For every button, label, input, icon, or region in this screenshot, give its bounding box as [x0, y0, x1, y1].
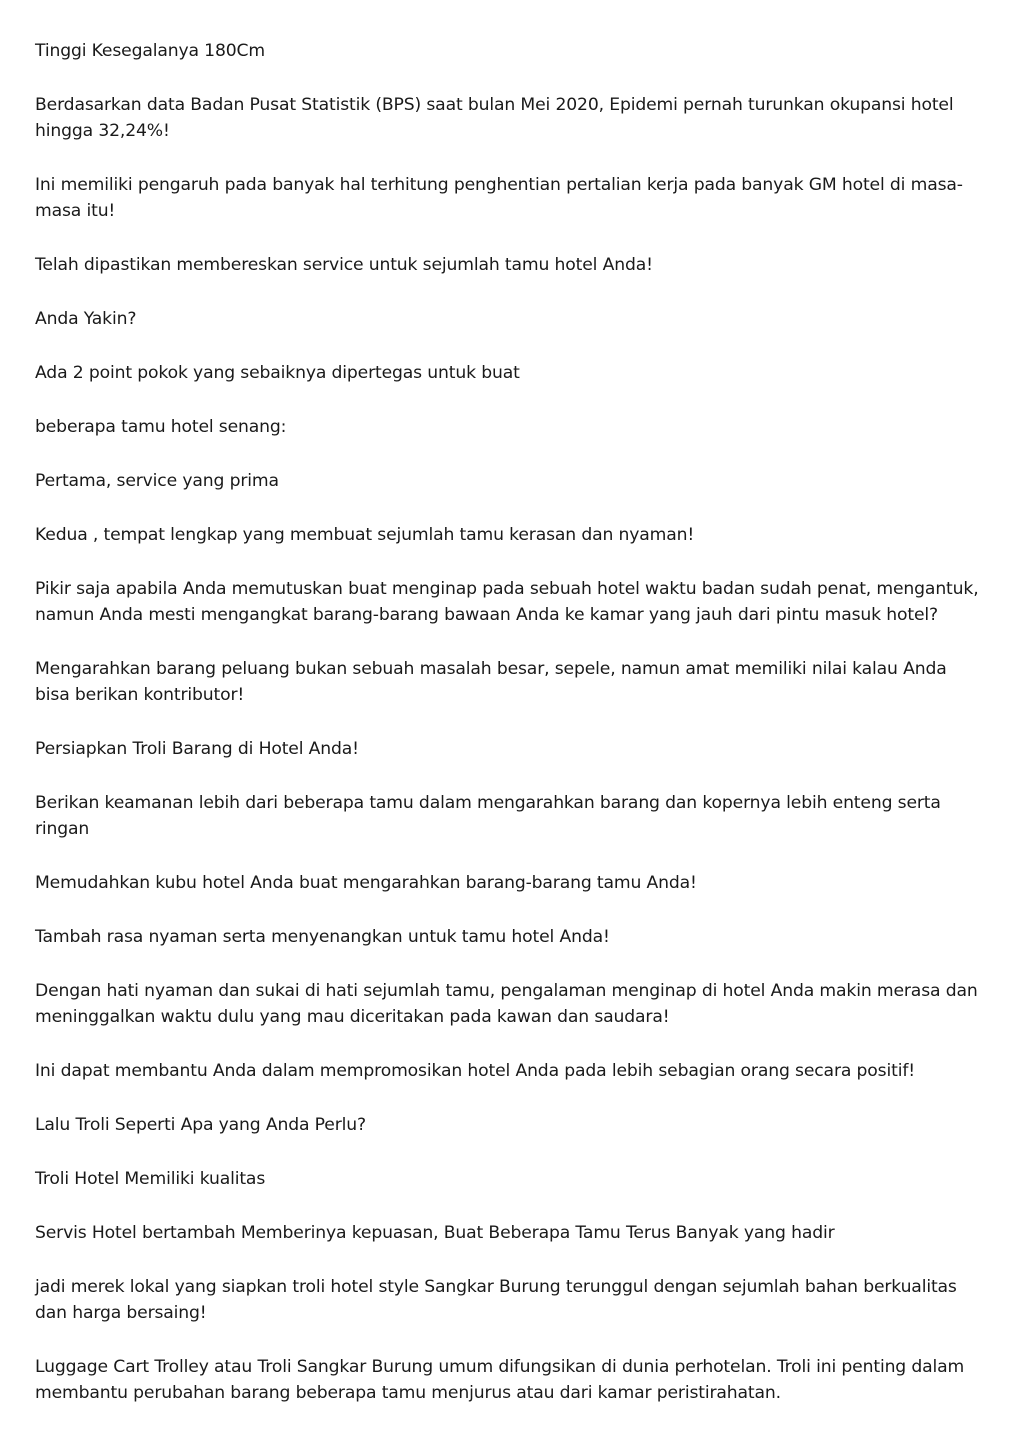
paragraph-prepare-trolley: Persiapkan Troli Barang di Hotel Anda! — [35, 739, 359, 759]
paragraph-question: Anda Yakin? — [35, 309, 137, 329]
paragraph-two-points: Ada 2 point pokok yang sebaiknya dipertegas untuk buat — [35, 363, 520, 383]
document-body — [35, 38, 985, 1434]
paragraph-promotion: Ini dapat membantu Anda dalam mempromosikan hotel Anda pada lebih sebagian orang secara positif! — [35, 1061, 915, 1081]
paragraph-height-title: Tinggi Kesegalanya 180Cm — [35, 41, 265, 61]
paragraph-imagine: Pikir saja apabila Anda memutuskan buat menginap pada sebuah hotel waktu badan sudah penat, mengantuk, namun Anda mesti mengangkat barang-barang bawaan Anda ke kamar yang jauh dari pintu masuk hotel? — [35, 579, 979, 625]
paragraph-second-point: Kedua , tempat lengkap yang membuat sejumlah tamu kerasan dan nyaman! — [35, 525, 695, 545]
paragraph-experience: Dengan hati nyaman dan sukai di hati sejumlah tamu, pengalaman menginap di hotel Anda makin merasa dan meninggalkan waktu dulu yang mau diceritakan pada kawan dan saudara! — [35, 981, 978, 1027]
paragraph-quality: Troli Hotel Memiliki kualitas — [35, 1169, 266, 1189]
paragraph-luggage-cart: Luggage Cart Trolley atau Troli Sangkar Burung umum difungsikan di dunia perhotelan. Troli ini penting dalam membantu perubahan barang beberapa tamu menjurus atau dari kamar peristirahatan. — [35, 1357, 965, 1403]
paragraph-which-trolley: Lalu Troli Seperti Apa yang Anda Perlu? — [35, 1115, 366, 1135]
paragraph-impact: Ini memiliki pengaruh pada banyak hal terhitung penghentian pertalian kerja pada banyak GM hotel di masa-masa itu! — [35, 175, 963, 221]
paragraph-guests-happy: beberapa tamu hotel senang: — [35, 417, 287, 437]
paragraph-bps-data: Berdasarkan data Badan Pusat Statistik (BPS) saat bulan Mei 2020, Epidemi pernah turunkan okupansi hotel hingga 32,24%! — [35, 95, 954, 141]
paragraph-local-brand: jadi merek lokal yang siapkan troli hotel style Sangkar Burung terunggul dengan sejumlah bahan berkualitas dan harga bersaing! — [35, 1277, 957, 1323]
paragraph-security: Berikan keamanan lebih dari beberapa tamu dalam mengarahkan barang dan kopernya lebih enteng serta ringan — [35, 793, 941, 839]
paragraph-service-satisfaction: Servis Hotel bertambah Memberinya kepuasan, Buat Beberapa Tamu Terus Banyak yang hadir — [35, 1223, 835, 1243]
paragraph-comfort: Tambah rasa nyaman serta menyenangkan untuk tamu hotel Anda! — [35, 927, 610, 947]
paragraph-first-point: Pertama, service yang prima — [35, 471, 279, 491]
paragraph-service-claim: Telah dipastikan membereskan service untuk sejumlah tamu hotel Anda! — [35, 255, 653, 275]
paragraph-ease-staff: Memudahkan kubu hotel Anda buat mengarahkan barang-barang tamu Anda! — [35, 873, 697, 893]
paragraph-moving-goods: Mengarahkan barang peluang bukan sebuah masalah besar, sepele, namun amat memiliki nilai kalau Anda bisa berikan kontributor! — [35, 659, 947, 705]
